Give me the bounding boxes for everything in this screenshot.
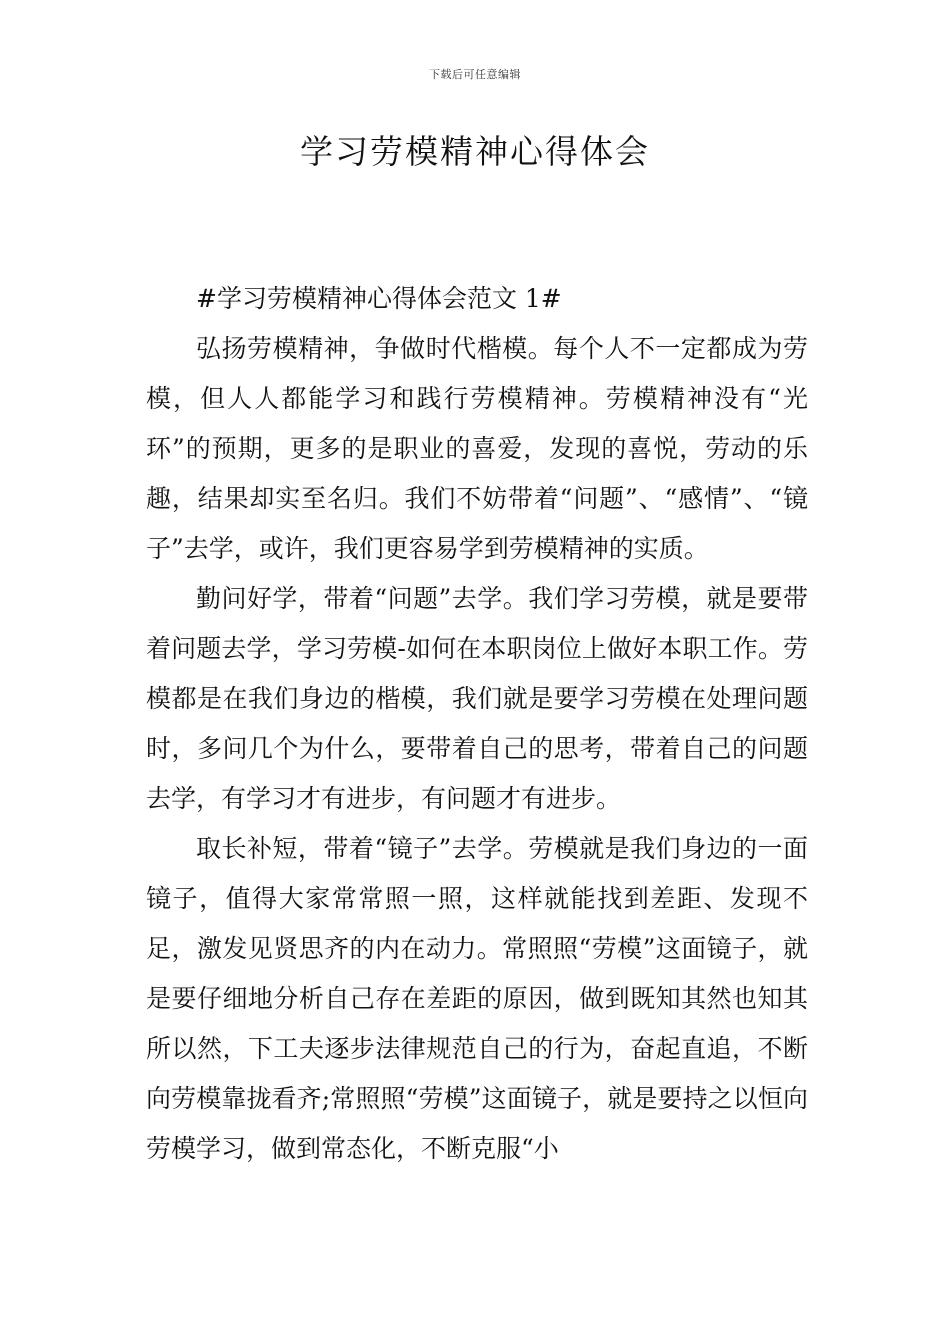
paragraph: 勤问好学，带着“问题”去学。我们学习劳模，就是要带着问题去学，学习劳模-如何在本职岗位上做好本职工作。劳模都是在我们身边的楷模，我们就是要学习劳模在处理问题时，多问几个为什么，要带着自己的思考，带着自己的问题去学，有学习才有进步，有问题才有进步。 (146, 584, 808, 813)
header-note: 下载后可任意编辑 (429, 68, 521, 81)
document-body (146, 274, 808, 1174)
document-title: 学习劳模精神心得体会 (300, 132, 650, 171)
paragraph: 取长补短，带着“镜子”去学。劳模就是我们身边的一面镜子，值得大家常常照一照，这样就能找到差距、发现不足，激发见贤思齐的内在动力。常照照“劳模”这面镜子，就是要仔细地分析自己存在差距的原因，做到既知其然也知其所以然，下工夫逐步法律规范自己的行为，奋起直追，不断向劳模靠拢看齐;常照照“劳模”这面镜子，就是要持之以恒向劳模学习，做到常态化，不断克服“小 (146, 834, 808, 1163)
section-heading: #学习劳模精神心得体会范文 1# (196, 284, 562, 313)
paragraph: 弘扬劳模精神，争做时代楷模。每个人不一定都成为劳模，但人人都能学习和践行劳模精神。劳模精神没有“光环”的预期，更多的是职业的喜爱，发现的喜悦，劳动的乐趣，结果却实至名归。我们不妨带着“问题”、“感情”、“镜子”去学，或许，我们更容易学到劳模精神的实质。 (146, 334, 808, 563)
